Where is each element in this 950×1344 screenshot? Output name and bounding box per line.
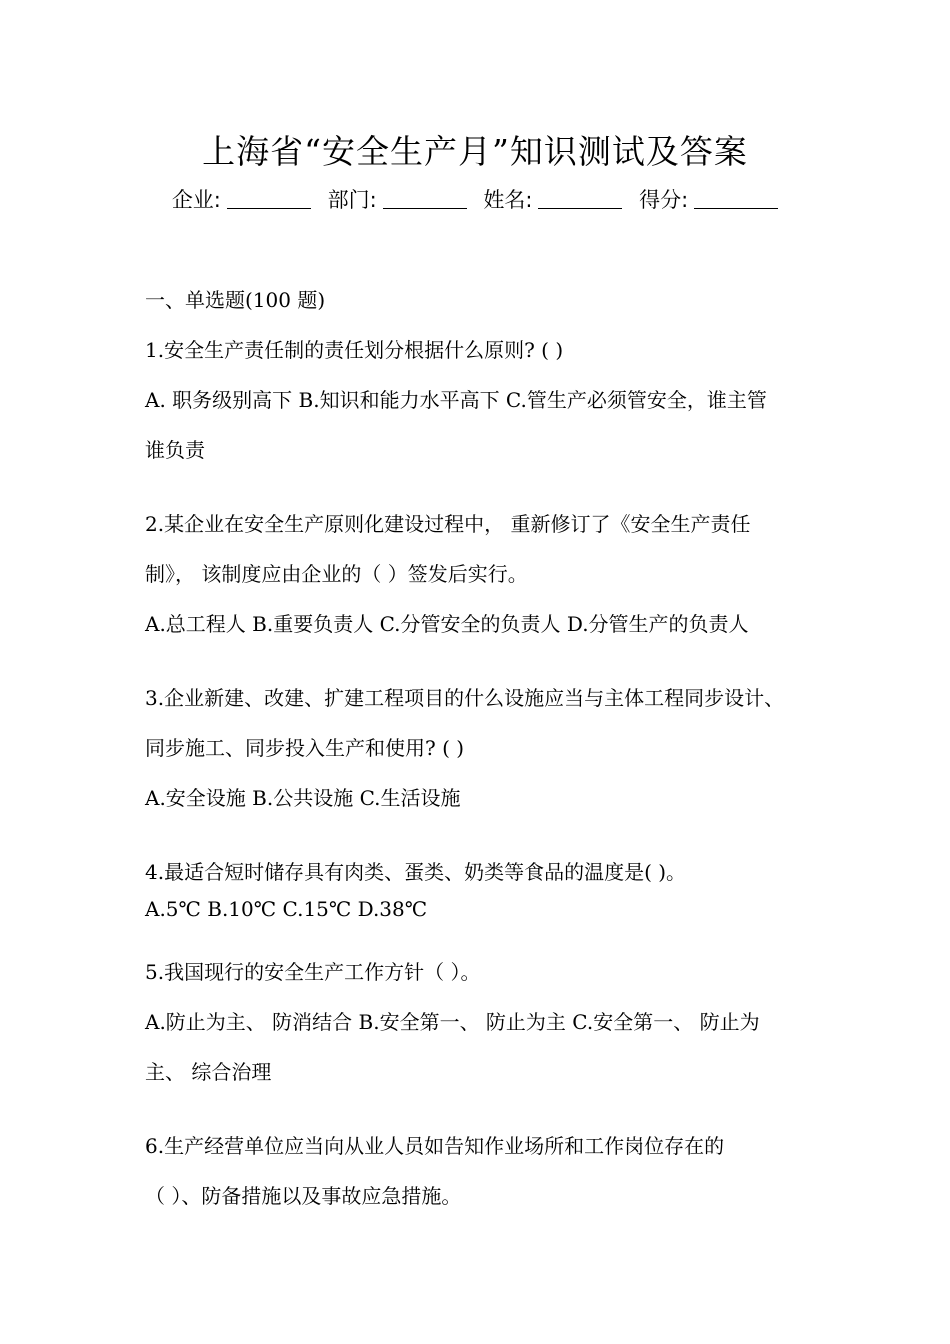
header-fields [0,184,950,216]
department-label: 部门: [327,188,377,212]
score-field [639,188,778,212]
question-1-text: 1.安全生产责任制的责任划分根据什么原则? ( ) [145,338,564,362]
score-blank[interactable] [694,188,778,209]
department-field [328,188,467,212]
section-heading: 一、单选题(100 题) [145,288,326,312]
question-2-text-cont: 制》， 该制度应由企业的（ ）签发后实行。 [145,562,528,586]
name-blank[interactable] [538,188,622,209]
department-blank[interactable] [383,188,467,209]
question-2-options: A.总工程人 B.重要负责人 C.分管安全的负责人 D.分管生产的负责人 [145,612,749,636]
company-field [172,188,311,212]
company-blank[interactable] [227,188,311,209]
name-field [483,188,622,212]
question-2-text: 2.某企业在安全生产原则化建设过程中， 重新修订了《安全生产责任 [145,512,751,536]
question-3-options: A.安全设施 B.公共设施 C.生活设施 [145,786,461,810]
question-4-text: 4.最适合短时储存具有肉类、蛋类、奶类等食品的温度是( )。 [145,860,687,884]
question-5-options-cont: 主、 综合治理 [145,1060,272,1084]
question-1-options: A. 职务级别高下 B.知识和能力水平高下 C.管生产必须管安全，谁主管 [145,388,767,412]
question-6-text: 6.生产经营单位应当向从业人员如告知作业场所和工作岗位存在的 [145,1134,725,1158]
question-1-options-cont: 谁负责 [145,438,205,462]
score-label: 得分: [639,188,689,212]
question-3-text-cont: 同步施工、同步投入生产和使用? ( ) [145,736,465,760]
question-4-options: A.5℃ B.10℃ C.15℃ D.38℃ [145,897,428,921]
question-5-text: 5.我国现行的安全生产工作方针（ ）。 [145,960,481,984]
company-label: 企业: [171,188,221,212]
question-5-options: A.防止为主、 防消结合 B.安全第一、 防止为主 C.安全第一、 防止为 [145,1010,760,1034]
question-3-text: 3.企业新建、改建、扩建工程项目的什么设施应当与主体工程同步设计、 [145,686,785,710]
name-label: 姓名: [483,188,533,212]
document-title: 上海省“安全生产月”知识测试及答案 [202,132,748,171]
question-6-text-cont: （ ）、防备措施以及事故应急措施。 [145,1184,462,1208]
